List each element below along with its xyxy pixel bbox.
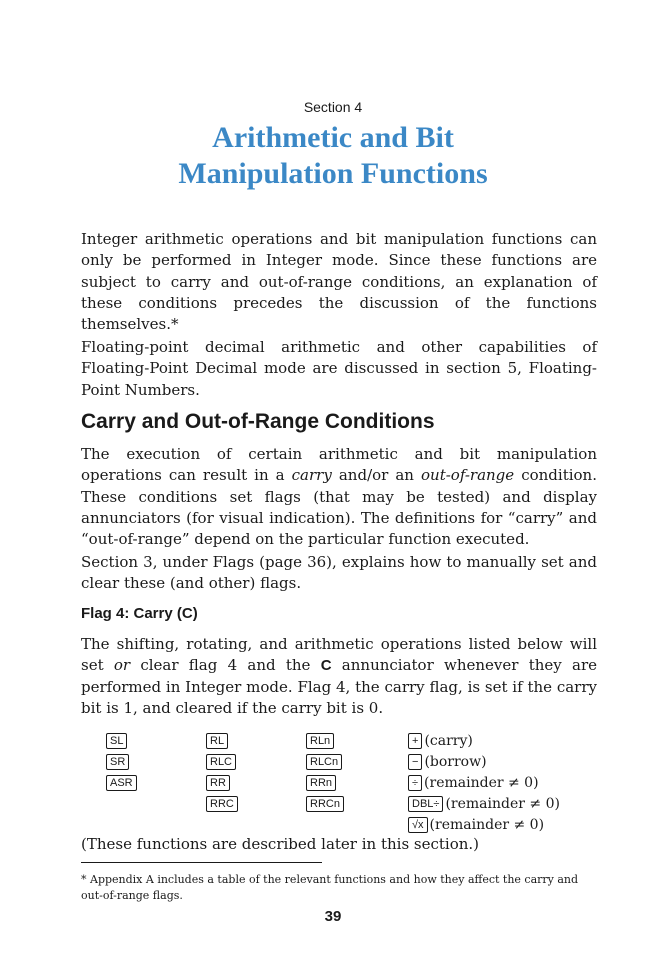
flag4-text-b: clear flag 4 and the: [130, 656, 321, 675]
section-label: Section 4: [303, 99, 363, 115]
or-term: or: [113, 656, 131, 675]
flag4-text-a: The shifting, rotating, and arithmetic operations listed below will set: [81, 635, 597, 675]
page-title: [0, 120, 666, 192]
key-column-1: [106, 730, 137, 793]
key-subtract: −: [408, 754, 422, 770]
out-of-range-term: out-of-range: [421, 466, 515, 485]
key-sl: SL: [106, 733, 127, 749]
key-rrc: RRC: [206, 796, 238, 812]
note-remainder-divide: (remainder ≠ 0): [424, 774, 539, 791]
intro-paragraph-2: Floating-point decimal arithmetic and other capabilities of Floating-Point Decimal mode are discussed in section 5, Floating-Point Numbers.: [81, 338, 597, 399]
note-carry: (carry): [424, 732, 473, 749]
carry-term: carry: [291, 466, 332, 485]
key-rrn: RRn: [306, 775, 336, 791]
heading-flag-4: Flag 4: Carry (C): [81, 605, 198, 622]
footnote-divider: [81, 862, 322, 863]
c-annunciator-term: C: [320, 657, 332, 675]
note-borrow: (borrow): [424, 753, 487, 770]
key-rl: RL: [206, 733, 228, 749]
page-number: 39: [324, 908, 342, 925]
flag4-text-c: annunciator whenever they are performed in Integer mode. Flag 4, the carry flag, is set if the carry bit is 1, and cleared if the carry bit is 0.: [81, 656, 598, 717]
carry-paragraph-1: [81, 444, 597, 550]
key-rln: RLn: [306, 733, 334, 749]
flag4-paragraph: [81, 634, 597, 719]
key-add: +: [408, 733, 422, 749]
key-rlc: RLC: [206, 754, 236, 770]
key-dbl-divide: DBL÷: [408, 796, 443, 812]
key-rrcn: RRCn: [306, 796, 344, 812]
carry-p1-text-c: condition. These conditions set flags (that may be tested) and display annunciators (for visual indication). The definitions for “carry” and “out-of-range” depend on the particular function executed.: [81, 466, 597, 549]
key-column-4: [408, 730, 560, 835]
key-column-2: [206, 730, 238, 814]
note-remainder-dbl: (remainder ≠ 0): [445, 795, 560, 812]
key-rlcn: RLCn: [306, 754, 342, 770]
carry-p1-text-a: The execution of certain arithmetic and bit manipulation operations can result in a: [81, 445, 597, 485]
intro-paragraph-1: Integer arithmetic operations and bit manipulation functions can only be performed in Integer mode. Since these functions are subject to carry and out-of-range conditions, an explanation of these conditions precedes the discussion of the functions themselves.*: [81, 230, 597, 334]
footnote: * Appendix A includes a table of the relevant functions and how they affect the carry and out-of-range flags.: [81, 873, 579, 902]
key-divide: ÷: [408, 775, 422, 791]
key-sr: SR: [106, 754, 129, 770]
title-line-2: Manipulation Functions: [178, 157, 488, 190]
heading-carry-out-of-range: Carry and Out-of-Range Conditions: [81, 410, 435, 433]
carry-paragraph-2: Section 3, under Flags (page 36), explains how to manually set and clear these (and other) flags.: [81, 553, 597, 593]
key-column-3: [306, 730, 344, 814]
key-rr: RR: [206, 775, 230, 791]
key-square-root: √x: [408, 817, 428, 833]
note-remainder-sqrt: (remainder ≠ 0): [429, 816, 545, 833]
title-line-1: Arithmetic and Bit: [212, 121, 454, 154]
carry-p1-text-b: and/or an: [331, 466, 421, 485]
closing-paragraph: (These functions are described later in this section.): [81, 835, 480, 853]
key-asr: ASR: [106, 775, 137, 791]
